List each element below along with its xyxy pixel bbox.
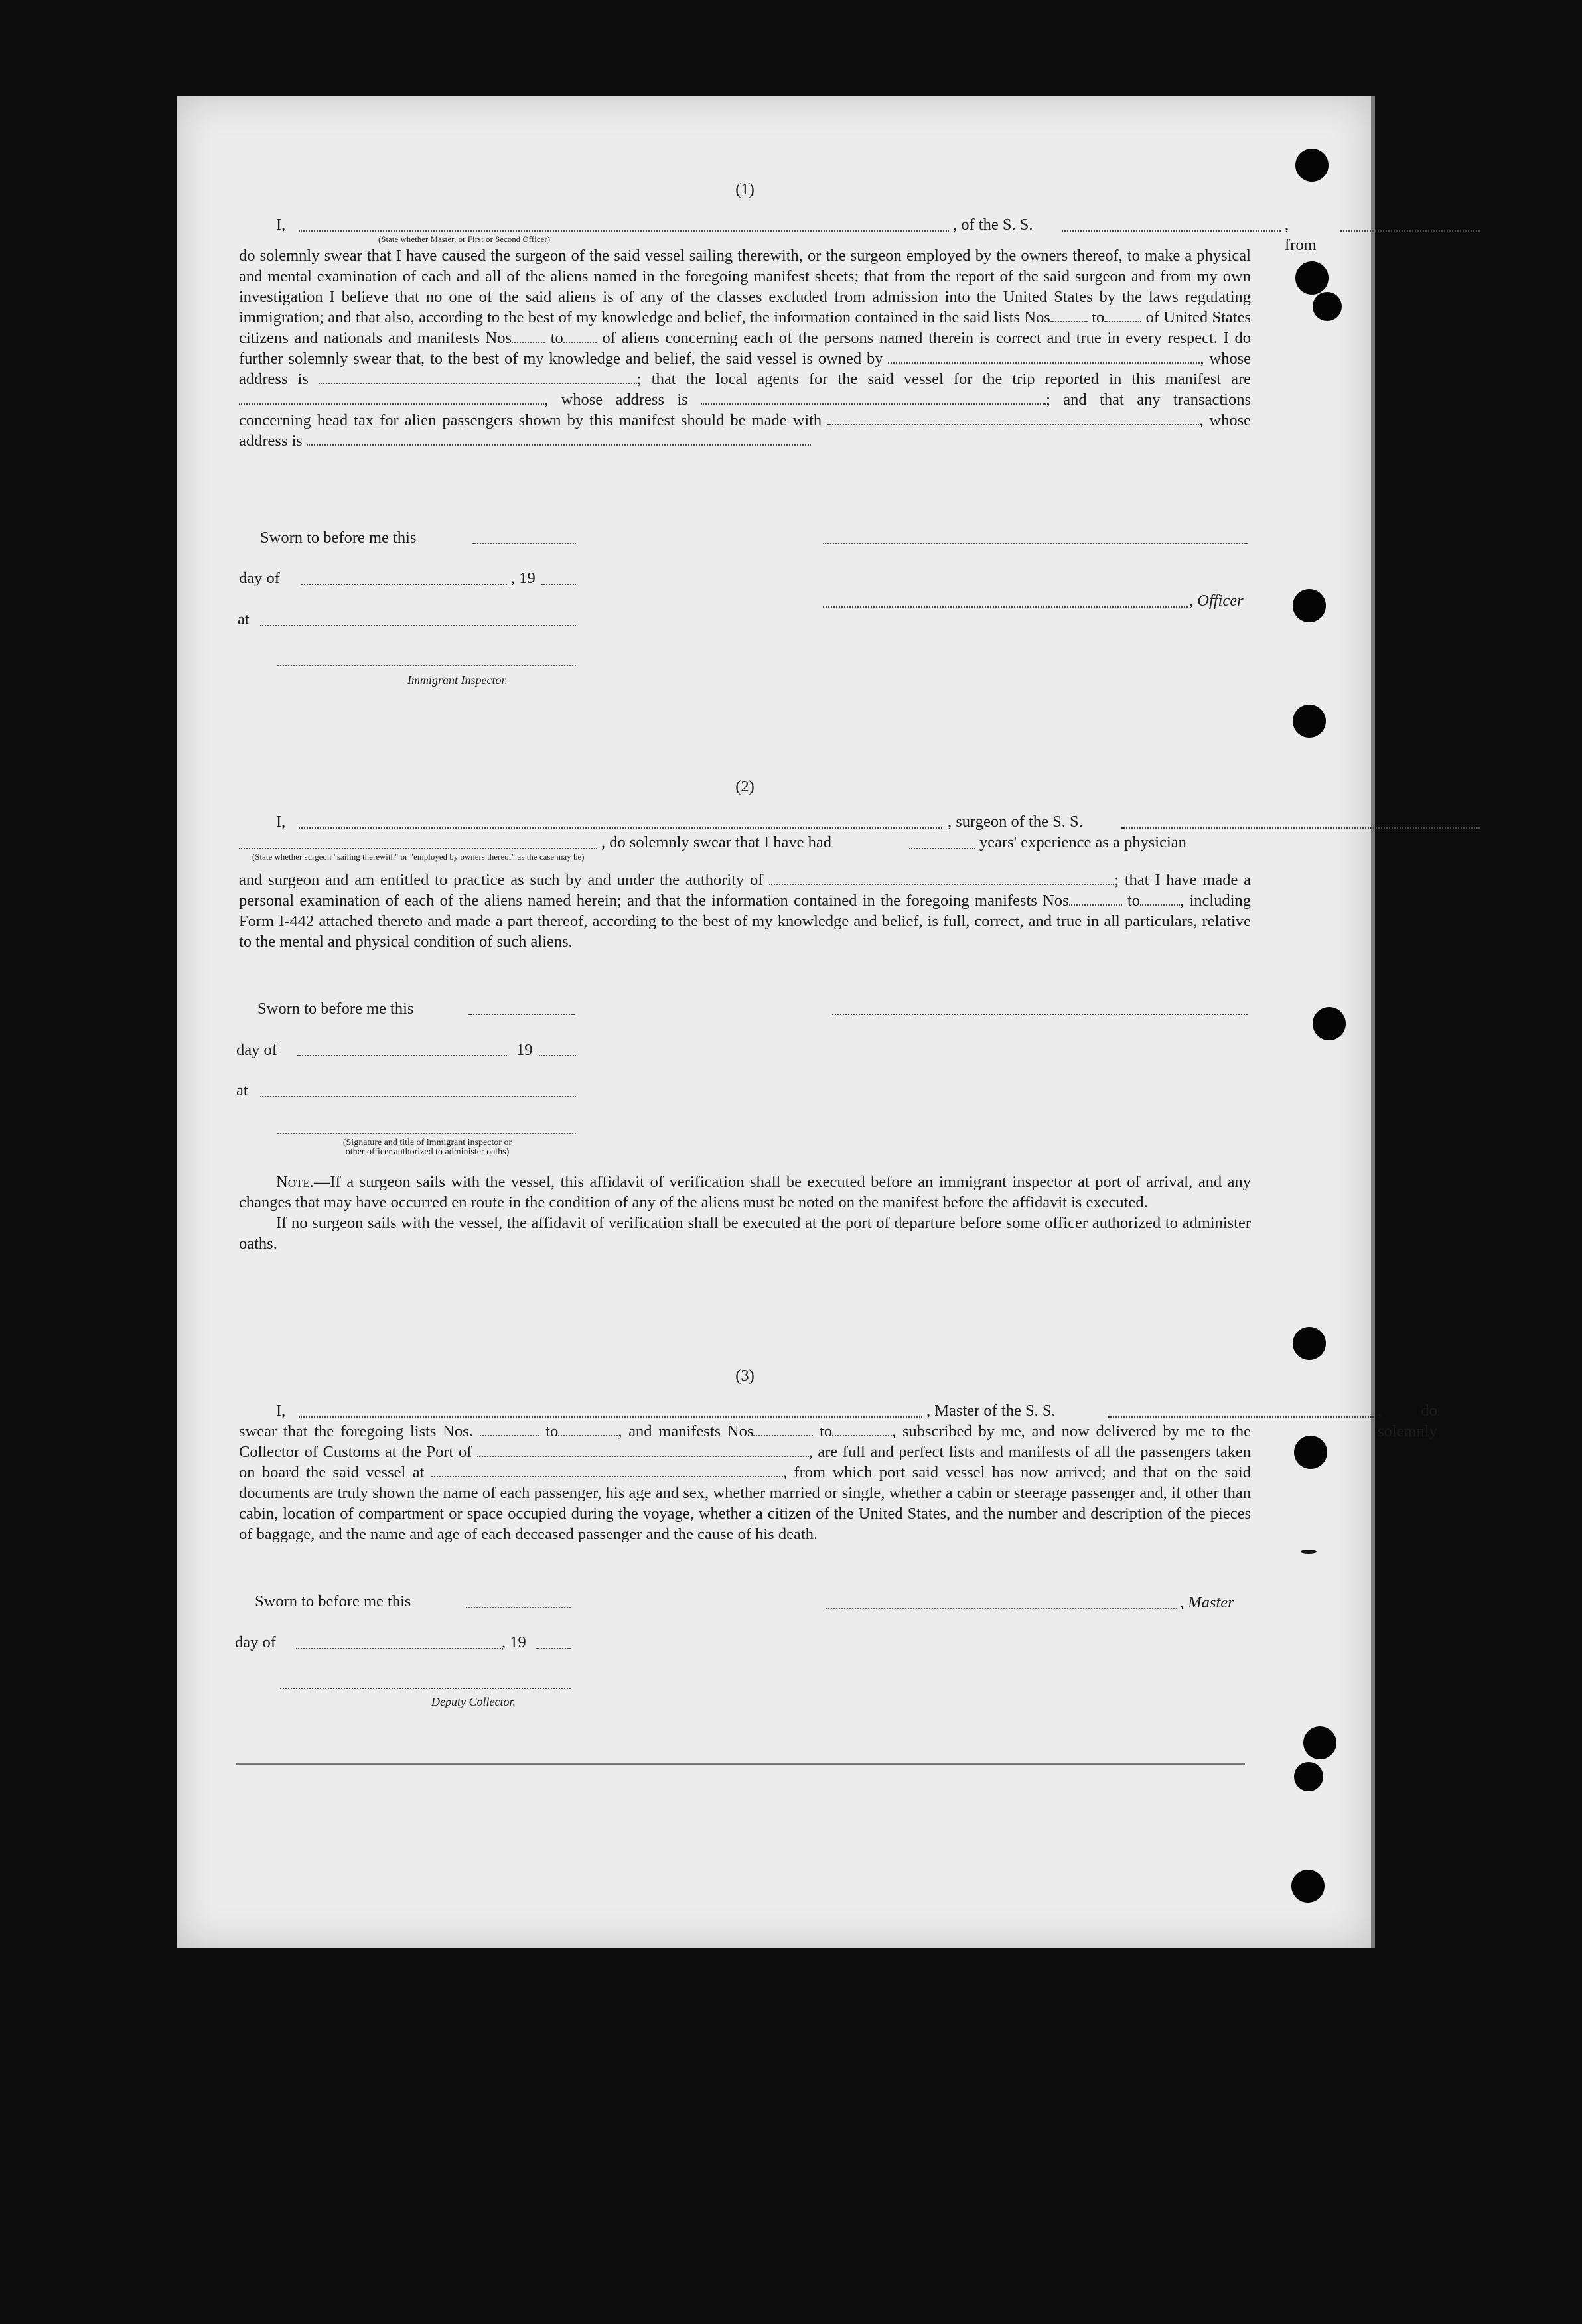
section-3 [239,1365,1437,1544]
section-2 [239,776,1251,952]
signature-caption: (Signature and title of immigrant inspector or other officer authorized to administer oaths) [342,1138,512,1157]
label-years: years' experience as a physician [979,833,1186,851]
year-field[interactable] [539,1055,576,1056]
section-1 [239,179,1317,451]
punch-hole [1293,589,1326,622]
at-field[interactable] [260,625,576,626]
year-label: , 19 [511,569,536,587]
inspector-signature-field[interactable] [277,665,576,666]
surgeon-name-field[interactable] [299,827,942,829]
ship-name-field[interactable] [1062,230,1281,232]
sworn-date-field[interactable] [466,1607,571,1608]
punch-hole [1291,1870,1325,1903]
sworn-label: Sworn to before me this [257,1000,414,1018]
master-name-field[interactable] [299,1416,922,1418]
officer-name-field[interactable] [299,230,949,232]
punch-hole [1294,1762,1323,1791]
inspector-label: Immigrant Inspector. [407,673,508,687]
master-line [239,1401,1437,1440]
year-label: , 19 [502,1633,526,1651]
label-i: I, [276,1402,286,1420]
punch-hole [1313,1007,1346,1040]
year-field[interactable] [536,1648,571,1649]
punch-hole [1313,292,1342,321]
day-of-label: day of [239,569,280,587]
year-field[interactable] [541,584,576,585]
section-number: (2) [735,778,755,795]
note-text-1: —If a surgeon sails with the vessel, this affidavit of verification shall be executed before an immigrant inspector at port of arrival, and any changes that may have occurred en route in the condition of any of the aliens must be noted on the manifest before the affidavit is executed. [239,1173,1251,1211]
label-from: , from [1285,216,1317,254]
label-i: I, [276,216,286,234]
punch-hole [1303,1726,1336,1759]
bottom-rule [236,1763,1245,1765]
sworn-date-field[interactable] [472,543,576,544]
oath-text: do solemnly swear that I have caused the surgeon of the said vessel sailing therewith, or the surgeon employed by the owners thereof, to make a physical and mental examination of each and all of the aliens named in the foregoing manifest sheets; that from the report of the said surgeon and from my own investigation I believe that no one of the said aliens is of any of the classes excluded from admission into the United States by the laws regulating immigration; and that also, according to the best of my knowledge and belief, the information contained in the said lists Nos to of United States citizens and nationals and manifests Nos to of aliens concerning each of the persons named therein is correct and true in every respect. I do further solemnly swear that, to the best of my knowledge and belief, the said vessel is owned by , whose address is ; that the local agents for the said vessel for the trip reported in this manifest are , whose address is ; and that any transactions concerning head tax for alien passengers shown by this manifest should be made with , whose address is [239,247,1252,450]
experience-line [239,832,1251,853]
surgeon-signature-field[interactable] [832,1014,1248,1015]
note-text-2: If no surgeon sails with the vessel, the affidavit of verification shall be executed at the port of departure before some officer authorized to administer oaths. [239,1214,1251,1253]
punch-hole [1293,1327,1326,1360]
officer-label: , Officer [1189,592,1244,610]
officer-caption: (State whether Master, or First or Second Officer) [378,235,551,244]
section-number: (3) [735,1367,755,1385]
surgeon-type-field[interactable] [239,848,597,849]
collector-signature-field[interactable] [280,1688,571,1689]
inspector-signature-field[interactable] [277,1133,576,1134]
note-label: Note. [276,1173,314,1191]
note-block [239,1172,1251,1254]
day-of-label: day of [235,1633,276,1651]
punch-hole [1293,705,1326,738]
officer-signature-field[interactable] [823,543,1248,544]
punch-hole [1295,261,1329,295]
ship-name-field[interactable] [1108,1416,1374,1418]
year-label: 19 [516,1041,533,1059]
years-field[interactable] [909,848,975,849]
oath-text: swear that the foregoing lists Nos. to , and manifests Nos to , subscribed by me, and now delivered by me to the Collector of Customs at the Port of , are full and perfect lists and manifests of all the passengers taken on board the said vessel at , from which port said vessel has now arrived; and that on the said documents are truly shown the name of each passenger, his age and sex, whether married or single, whether a cabin or steerage passenger and, if other than cabin, location of compartment or space occupied during the voyage, whether a citizen of the United States, and the number and description of the pieces of baggage, and the name and age of each deceased passenger and the cause of his death. [239,1422,1252,1543]
oath-text: and surgeon and am entitled to practice as such by and under the authority of ; that I have made a personal examination of each of the aliens named herein; and that the information contained in the foregoing manifests Nos to , including Form I-442 attached thereto and made a part thereof, according to the best of my knowledge and belief, is full, correct, and true in all particulars, relative to the mental and physical condition of such aliens. [239,871,1252,951]
from-port-field[interactable] [1340,230,1480,232]
label-ship: , of the S. S. [953,216,1033,234]
officer-field[interactable] [823,606,1188,608]
day-of-field[interactable] [296,1648,503,1649]
punch-hole [1294,1436,1327,1469]
day-of-field[interactable] [301,584,507,585]
ink-speck [1301,1550,1317,1554]
punch-hole [1295,149,1329,182]
label-swear: , do solemnly [1378,1402,1437,1440]
surgeon-caption: (State whether surgeon "sailing therewith" or "employed by owners thereof" as the case may be) [252,853,585,862]
day-of-field[interactable] [297,1055,507,1056]
master-signature-field[interactable] [826,1608,1177,1609]
sworn-label: Sworn to before me this [255,1592,411,1610]
sworn-date-field[interactable] [468,1014,575,1015]
collector-label: Deputy Collector. [431,1695,516,1708]
at-label: at [236,1081,248,1099]
section-number: (1) [735,180,755,198]
master-label: , Master [1180,1594,1234,1611]
surgeon-line [239,811,1251,832]
label-swear: , do solemnly swear that I have had [601,833,831,851]
at-label: at [238,610,250,628]
at-field[interactable] [260,1096,576,1097]
day-of-label: day of [236,1041,277,1059]
sworn-label: Sworn to before me this [260,529,417,547]
ship-name-field[interactable] [1121,827,1480,829]
label-surgeon: , surgeon of the S. S. [948,813,1083,831]
label-i: I, [276,813,286,831]
label-master: , Master of the S. S. [926,1402,1056,1420]
